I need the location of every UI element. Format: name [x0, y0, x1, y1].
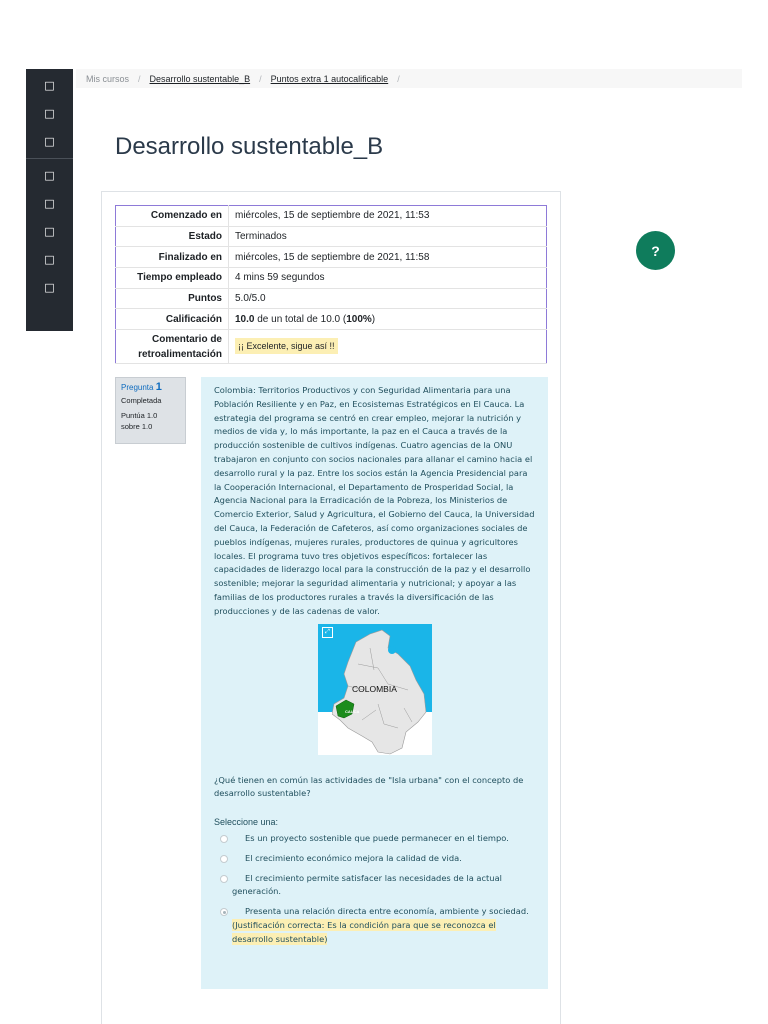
sidebar-divider	[26, 158, 73, 159]
grade-score: 10.0	[235, 313, 255, 325]
summary-row	[116, 330, 547, 364]
question-number	[121, 382, 180, 393]
summary-value: miércoles, 15 de septiembre de 2021, 11:58	[229, 247, 547, 268]
answer-option[interactable]	[214, 872, 536, 900]
summary-label: Finalizado en	[116, 247, 229, 268]
answer-radio[interactable]	[220, 835, 228, 843]
map-lake	[388, 646, 396, 654]
summary-value: 4 mins 59 segundos	[229, 268, 547, 289]
answer-label[interactable]	[221, 905, 536, 946]
grid-icon[interactable]: □	[44, 106, 55, 120]
summary-row	[116, 226, 547, 247]
breadcrumb-separator: /	[259, 73, 262, 84]
user-icon[interactable]: □	[44, 134, 55, 148]
calendar-icon[interactable]: □	[44, 168, 55, 182]
folder-icon[interactable]: □	[44, 196, 55, 210]
question-label: Pregunta	[121, 383, 156, 392]
question-state: Completada	[121, 396, 162, 405]
help-button[interactable]	[636, 231, 675, 270]
question-content	[201, 377, 548, 989]
file-icon[interactable]: □	[44, 280, 55, 294]
feedback-text: ¡¡ Excelente, sigue así !!	[235, 338, 338, 354]
answer-prompt: Seleccione una:	[214, 817, 279, 828]
summary-row	[116, 268, 547, 289]
answer-label[interactable]: El crecimiento económico mejora la calidad de vida.	[245, 852, 462, 863]
answer-label-text[interactable]: Presenta una relación directa entre economía, ambiente y sociedad.	[245, 906, 529, 917]
breadcrumb	[76, 69, 742, 88]
summary-label: Estado	[116, 226, 229, 247]
grade-end: )	[371, 313, 376, 325]
summary-label: Comenzado en	[116, 206, 229, 227]
breadcrumb-activity[interactable]: Puntos extra 1 autocalificable	[270, 73, 389, 84]
attempt-summary-table	[115, 205, 547, 364]
question-info	[115, 377, 186, 444]
answer-justification: (Justificación correcta: Es la condición para que se reconozca el desarrollo sustentable)	[232, 919, 496, 944]
grade-mid: de un total de 10.0 (	[254, 313, 347, 325]
summary-label: Tiempo empleado	[116, 268, 229, 289]
summary-row	[116, 288, 547, 309]
answer-option-selected[interactable]	[214, 905, 536, 946]
answer-options	[214, 832, 536, 947]
chart-icon[interactable]: □	[44, 252, 55, 266]
feedback-label-line1: Comentario de	[151, 333, 222, 345]
summary-row	[116, 247, 547, 268]
breadcrumb-separator: /	[397, 73, 400, 84]
summary-row	[116, 206, 547, 227]
question-num: 1	[155, 381, 162, 393]
question-score-max: sobre 1.0	[121, 422, 153, 431]
summary-label	[116, 330, 229, 364]
menu-icon[interactable]: □	[44, 78, 55, 92]
answer-option[interactable]	[214, 852, 536, 866]
page-title: Desarrollo sustentable_B	[115, 133, 384, 160]
summary-label: Calificación	[116, 309, 229, 330]
breadcrumb-separator: /	[138, 73, 141, 84]
summary-value: 5.0/5.0	[229, 288, 547, 309]
summary-label: Puntos	[116, 288, 229, 309]
question-text: ¿Qué tienen en común las actividades de "Isla urbana" con el concepto de desarrollo sustentable?	[214, 774, 524, 799]
question-score: Puntúa 1.0	[121, 411, 158, 420]
map-region-label: CAUCA	[345, 708, 360, 714]
map-margin	[318, 712, 332, 755]
expand-icon: ⤢	[322, 627, 333, 638]
left-drawer-nav	[26, 69, 73, 331]
summary-row	[116, 309, 547, 330]
summary-value: Terminados	[229, 226, 547, 247]
answer-radio[interactable]	[220, 855, 228, 863]
book-icon[interactable]: □	[44, 224, 55, 238]
question-intro-text: Colombia: Territorios Productivos y con Seguridad Alimentaria para una Población Resiliente y en Paz, en Ecosistemas Estratégicos en El Cauca. La estrategia del programa se centró en crear empleo, mejorar la nutrición y medios de vida y, lo más importante, la paz en el Cauca a través de la producción sostenible de cultivos indígenas. Cuatro agencias de la ONU trabajaron en conjunto con socios nacionales para allanar el camino hacia el desarrollo rural y la paz. Entre los socios están la Agencia Presidencial para la Cooperación Internacional, el Departamento de Prosperidad Social, la Agencia Nacional para la Erradicación de la Pobreza, los Ministerios de Comercio Exterior, Salud y Agricultura, el Gobierno del Cauca, la Universidad del Cauca, la Federación de Cafeteros, así como organizaciones sociales de pueblos indígenas, mujeres rurales, productores de quinua y agricultores locales. El programa tuvo tres objetivos específicos: fortalecer las capacidades de liderazgo local para la construcción de la paz y el desarrollo sostenible; mejorar la seguridad alimentaria y nutricional; y apoyar a las familias de los productores rurales a través la diversificación de las producciones y de las cadenas de valor.	[214, 385, 535, 616]
colombia-map-image	[318, 624, 432, 755]
summary-value	[229, 330, 547, 364]
answer-label[interactable]: Es un proyecto sostenible que puede permanecer en el tiempo.	[245, 832, 509, 843]
answer-radio[interactable]	[220, 875, 228, 883]
grade-percent: 100%	[346, 313, 372, 325]
answer-label[interactable]: El crecimiento permite satisfacer las necesidades de la actual generación.	[232, 872, 502, 897]
breadcrumb-home[interactable]: Mis cursos	[86, 73, 130, 84]
help-icon: ?	[651, 242, 660, 259]
answer-option[interactable]	[214, 832, 536, 846]
summary-value: miércoles, 15 de septiembre de 2021, 11:53	[229, 206, 547, 227]
map-country-label: COLOMBIA	[352, 683, 397, 694]
feedback-label-line2: retroalimentación	[138, 348, 222, 360]
grade-value	[229, 309, 547, 330]
breadcrumb-course[interactable]: Desarrollo sustentable_B	[149, 73, 251, 84]
